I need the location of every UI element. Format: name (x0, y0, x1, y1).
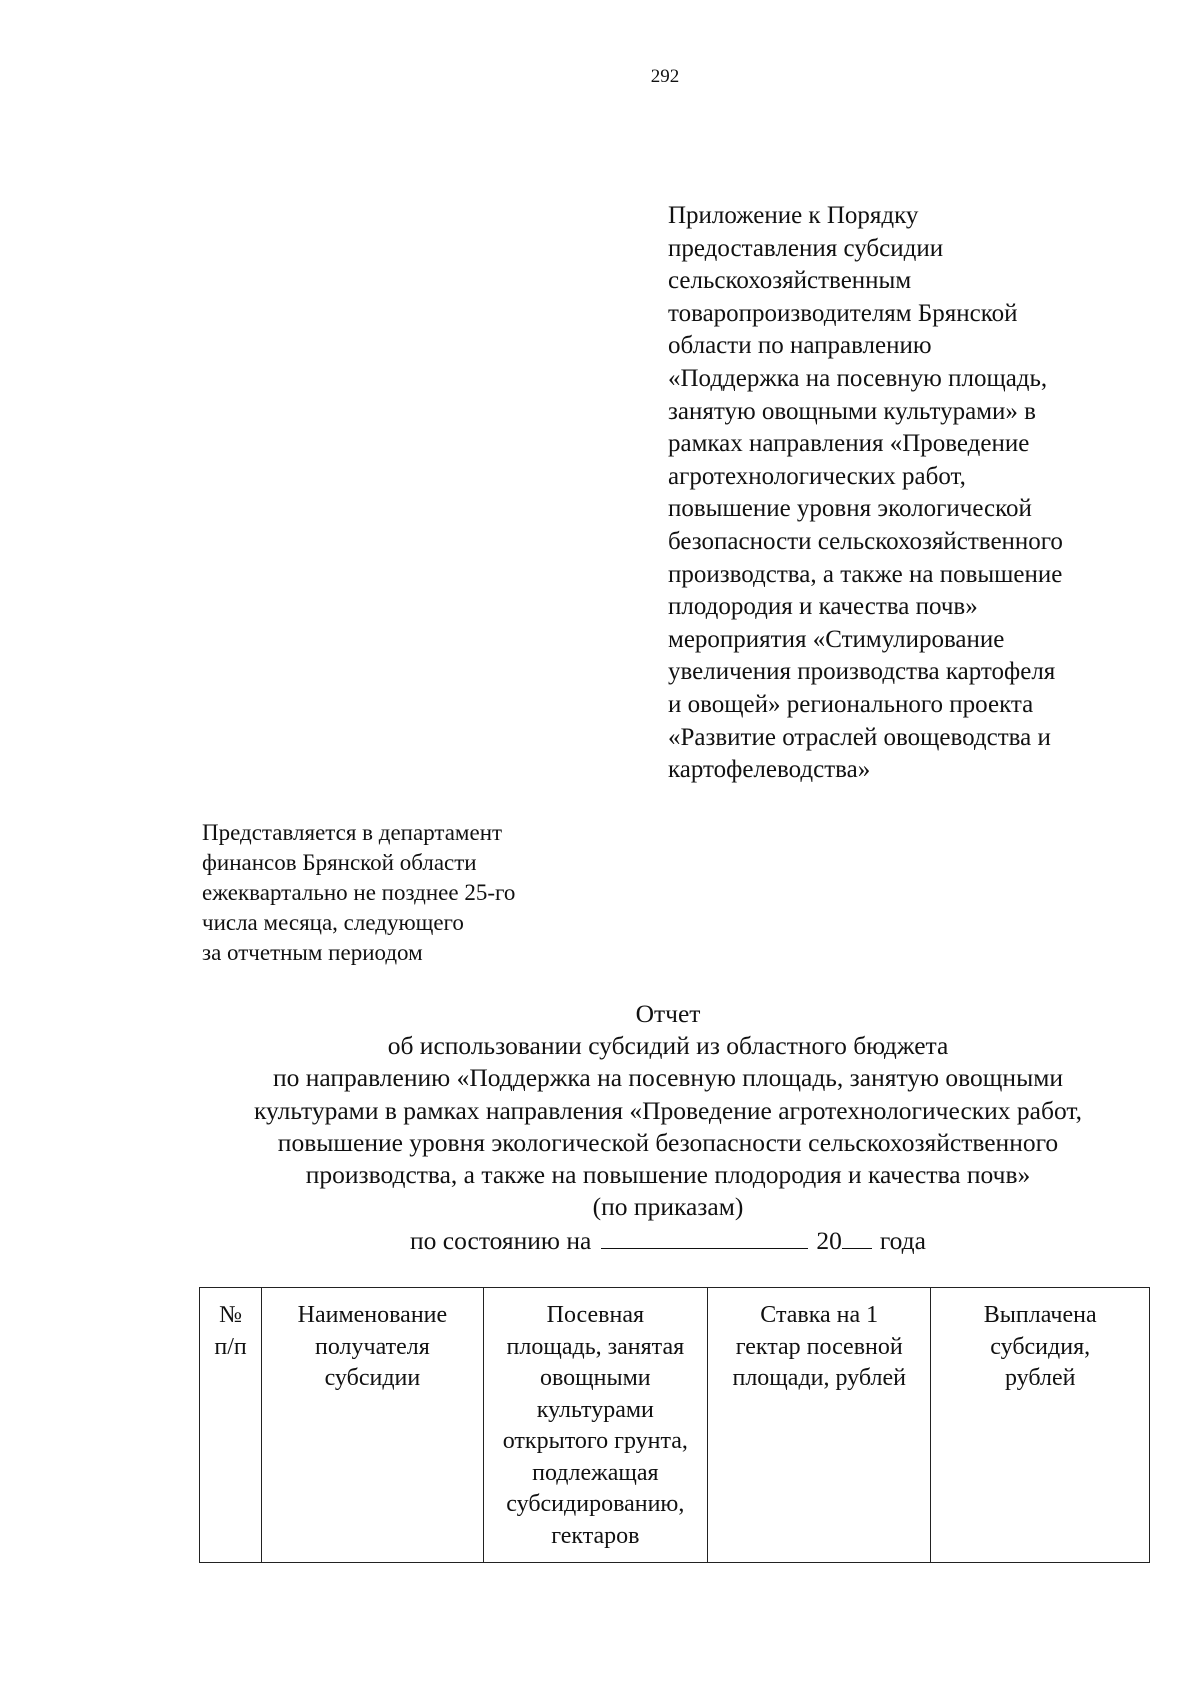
header-line: рублей (1004, 1365, 1076, 1391)
submission-line: Представляется в департамент (202, 820, 503, 845)
column-header-paid-subsidy (931, 1288, 1150, 1563)
appendix-header (668, 200, 1148, 787)
appendix-line: картофелеводства» (668, 756, 871, 784)
appendix-line: товаропроизводителям Брянской (668, 299, 1018, 327)
report-heading: Отчет (635, 999, 701, 1028)
column-header-area (483, 1288, 707, 1563)
appendix-line: Приложение к Порядку (668, 202, 919, 229)
column-header-number (200, 1288, 262, 1563)
report-date-line (190, 1224, 1146, 1257)
header-line: открытого грунта, (502, 1428, 688, 1454)
report-title-line: производства, а также на повышение плодородия и качества почв» (305, 1160, 1031, 1190)
header-line: Наименование (297, 1302, 448, 1328)
appendix-line: повышение уровня экологической (668, 495, 1032, 523)
header-line: субсидированию, (506, 1491, 685, 1517)
header-line: субсидия, (990, 1333, 1091, 1360)
appendix-line: плодородия и качества почв» (668, 593, 978, 621)
appendix-line: и овощей» регионального проекта (668, 690, 1034, 718)
date-prefix: по состоянию на (410, 1226, 592, 1256)
appendix-line: безопасности сельскохозяйственного (668, 527, 1063, 555)
header-line: площадь, занятая (506, 1333, 685, 1360)
appendix-line: предоставления субсидии (668, 234, 944, 262)
appendix-line: увеличения производства картофеля (668, 658, 1056, 686)
report-title-line: об использовании субсидий из областного бюджета (387, 1031, 949, 1061)
report-table (199, 1287, 1150, 1563)
appendix-line: рамках направления «Проведение (668, 430, 1030, 458)
header-line: Посевная (546, 1302, 645, 1328)
report-title-line: повышение уровня экологической безопасности сельскохозяйственного (277, 1127, 1059, 1157)
report-title-line: культурами в рамках направления «Проведение агротехнологических работ, (254, 1095, 1082, 1125)
submission-line: финансов Брянской области (202, 850, 477, 875)
date-suffix: года (879, 1226, 926, 1256)
header-line: Ставка на 1 (760, 1302, 879, 1328)
column-header-rate (708, 1288, 931, 1563)
appendix-line: сельскохозяйственным (668, 267, 912, 295)
header-line: овощными (540, 1365, 651, 1391)
appendix-line: производства, а также на повышение (668, 560, 1063, 588)
submission-line: за отчетным периодом (202, 940, 423, 965)
header-line: № (219, 1302, 243, 1328)
page-number: 292 (650, 66, 680, 87)
date-blank-field (601, 1224, 808, 1249)
appendix-line: занятую овощными культурами» в (668, 397, 1036, 425)
appendix-line: области по направлению (668, 332, 932, 360)
submission-note (202, 818, 622, 968)
submission-line: числа месяца, следующего (202, 910, 464, 935)
appendix-line: «Развитие отраслей овощеводства и (668, 723, 1051, 751)
column-header-recipient (262, 1288, 483, 1563)
appendix-line: мероприятия «Стимулирование (668, 625, 1005, 653)
table-header-row (200, 1288, 1150, 1563)
submission-line: ежеквартально не позднее 25-го (202, 880, 516, 905)
report-title-line: по направлению «Поддержка на посевную площадь, занятую овощными (272, 1063, 1063, 1093)
header-line: субсидии (324, 1365, 421, 1391)
year-blank-field (842, 1224, 872, 1249)
report-subtitle: (по приказам) (592, 1192, 744, 1222)
appendix-line: агротехнологических работ, (668, 462, 966, 490)
header-line: гектаров (551, 1522, 640, 1549)
header-line: Выплачена (983, 1302, 1097, 1328)
date-year: 20 (816, 1226, 842, 1256)
header-line: культурами (536, 1396, 654, 1423)
header-line: подлежащая (532, 1459, 659, 1486)
header-line: гектар посевной (735, 1333, 903, 1360)
report-title-block (190, 998, 1146, 1258)
header-line: п/п (214, 1333, 247, 1360)
header-line: площади, рублей (732, 1365, 906, 1391)
header-line: получателя (315, 1333, 430, 1360)
appendix-line: «Поддержка на посевную площадь, (668, 364, 1048, 392)
